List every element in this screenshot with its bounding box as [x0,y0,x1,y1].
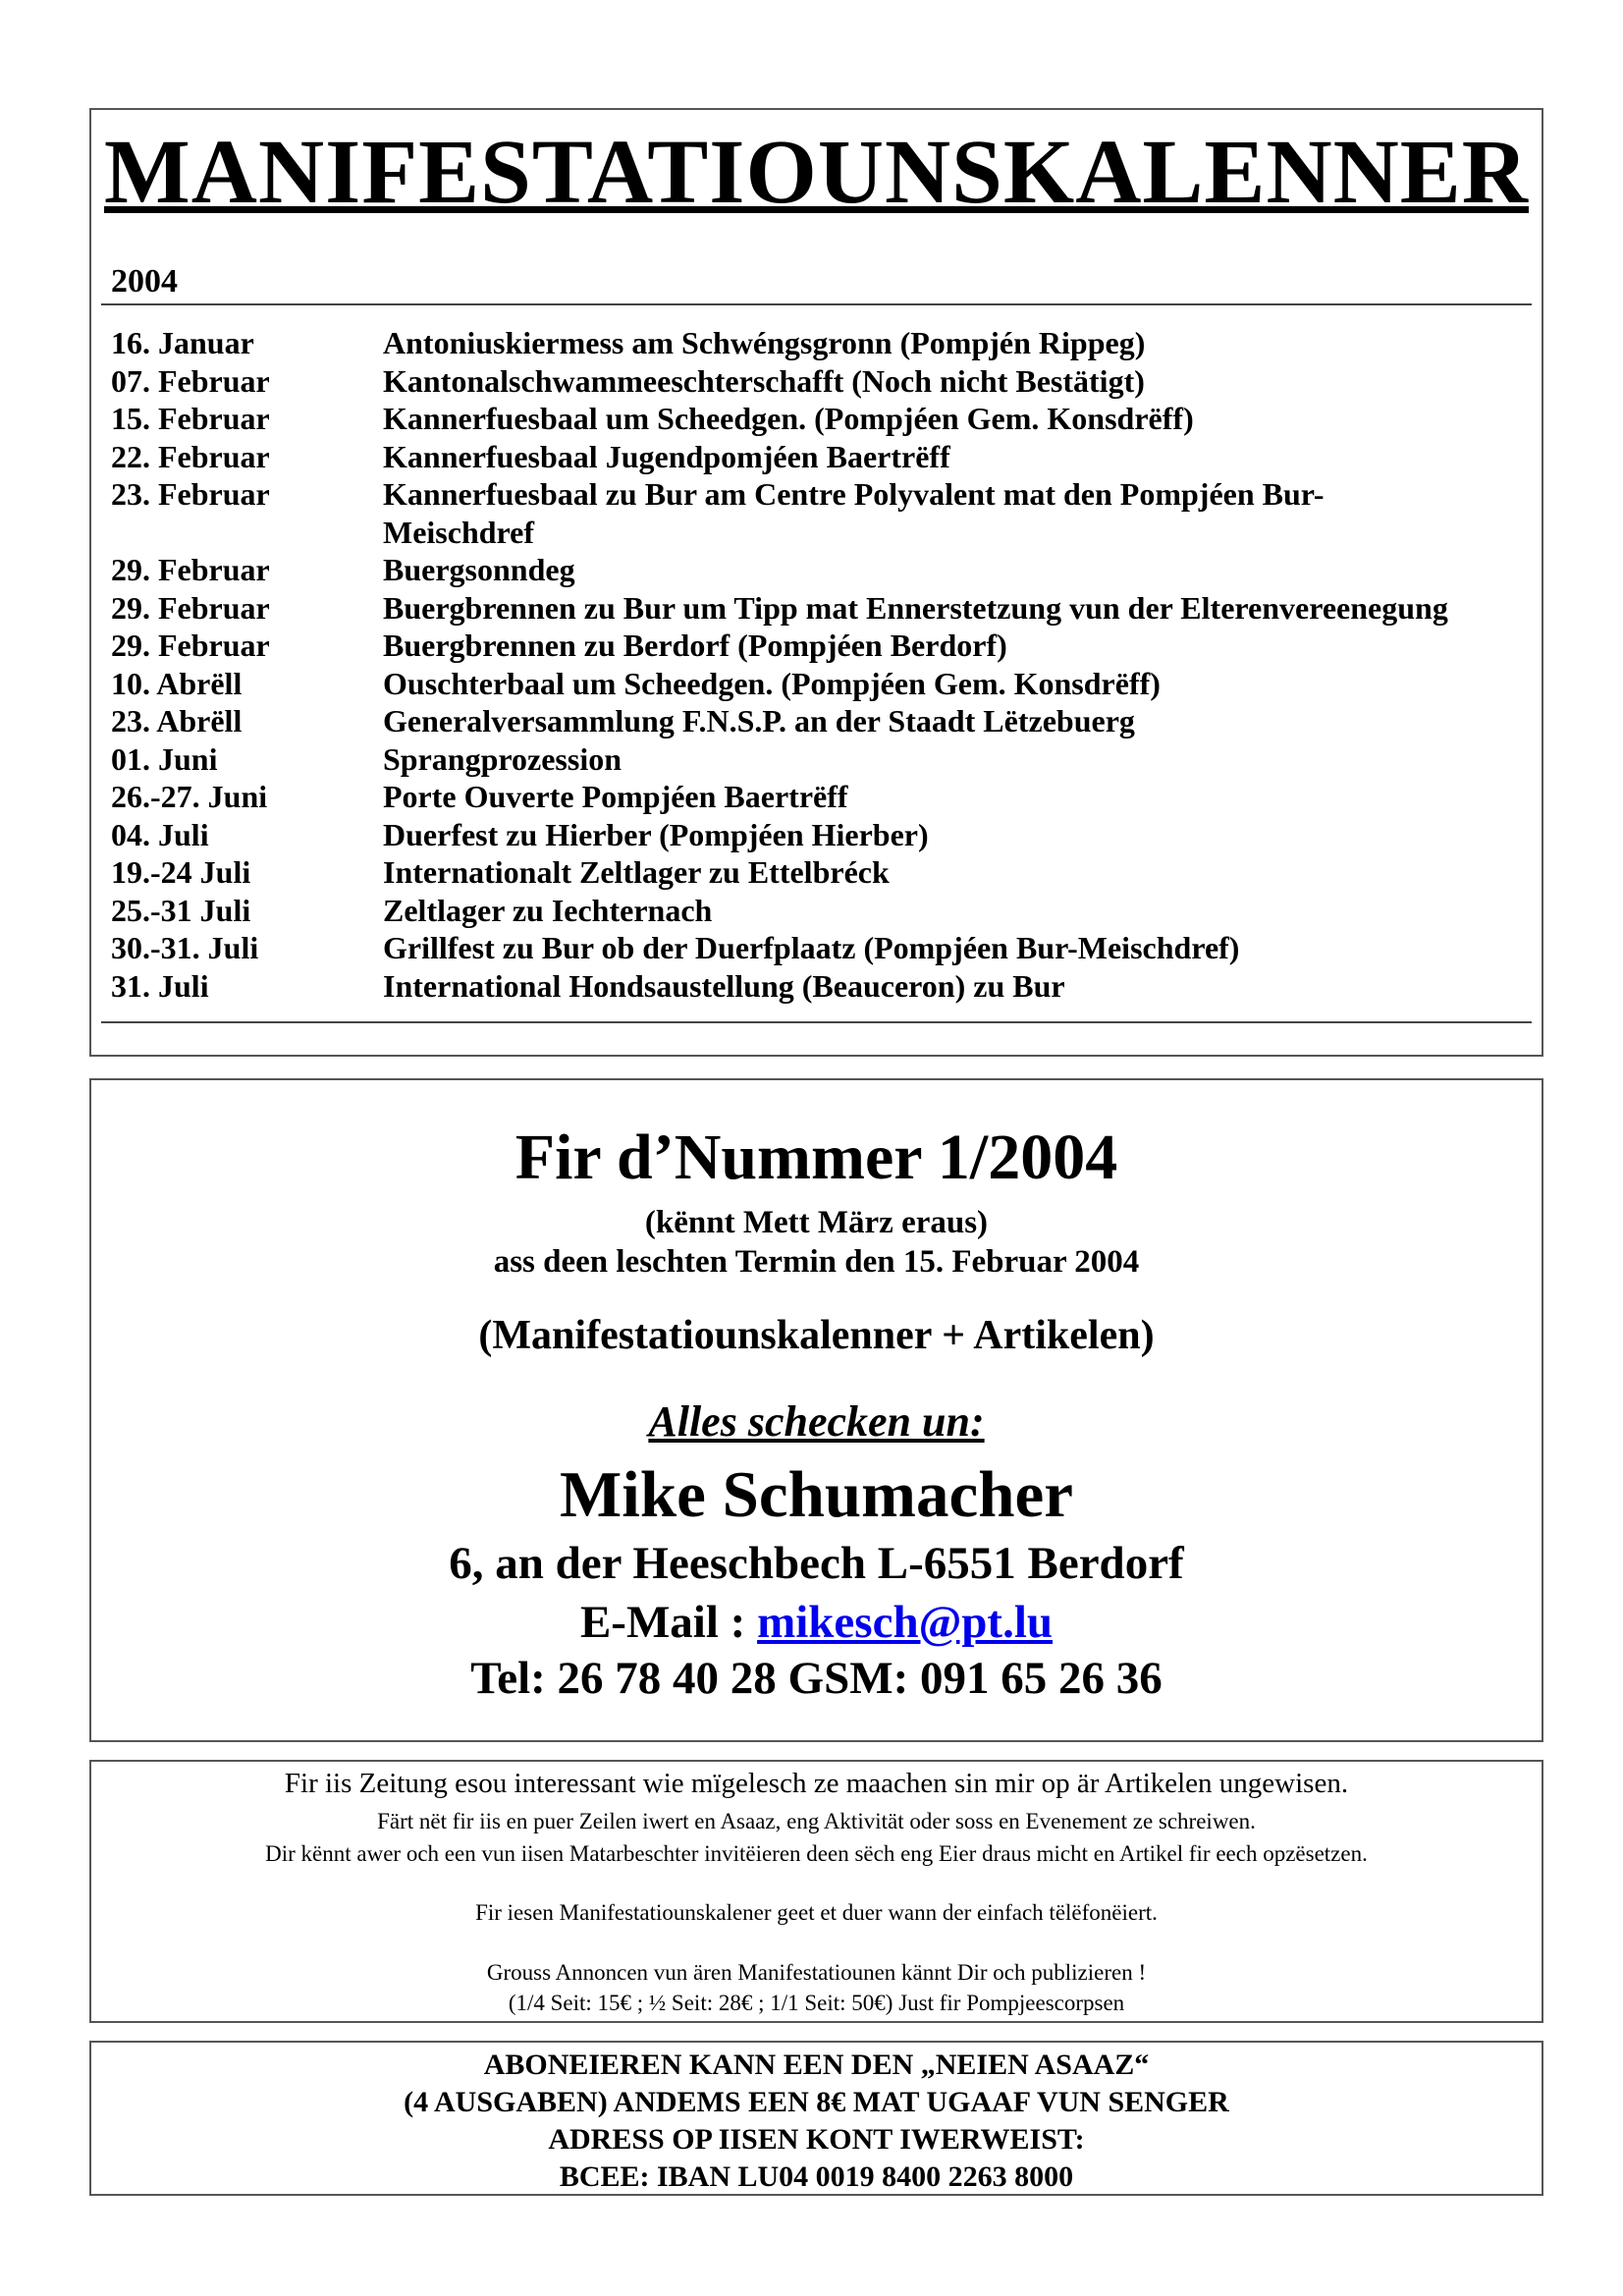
event-text: Buergbrennen zu Berdorf (Pompjéen Berdorf) [383,628,1007,663]
event-date: 23. Februar [111,476,270,512]
event-text: Kannerfuesbaal zu Bur am Centre Polyvalent mat den Pompjéen Bur- [383,476,1325,512]
event-row [111,665,1535,703]
event-list [111,324,1535,1005]
event-text: Sprangprozession [383,740,622,777]
event-text: Kannerfuesbaal um Scheedgen. (Pompjéen Gem. Konsdrëff) [383,401,1194,436]
event-text: Meischdref [383,514,535,550]
event-text: Kantonalschwammeeschterschafft (Noch nicht Bestätigt) [383,362,1145,399]
event-date: 23. Abrëll [111,703,243,738]
event-date: 29. Februar [111,628,270,663]
event-row [111,929,1535,967]
event-date: 29. Februar [111,552,270,587]
event-row [111,589,1535,628]
event-date: 31. Juli [111,967,209,1004]
subscription-box [89,2041,1543,2196]
articles-line-6: (1/4 Seit: 15€ ; ½ Seit: 28€ ; 1/1 Seit: 50€) Just fir Pompjeescorpsen [508,1991,1125,2015]
calendar-year: 2004 [111,263,178,300]
articles-line-5: Grouss Annoncen vun ären Manifestatiounen kännt Dir och publizieren ! [486,1960,1147,1985]
event-text: Antoniuskiermess am Schwéngsgronn (Pompjén Rippeg) [383,325,1146,360]
event-text: Internationalt Zeltlager zu Ettelbréck [383,854,890,890]
issue-deadline: ass deen leschten Termin den 15. Februar 2004 [493,1244,1140,1280]
event-date: 22. Februar [111,438,270,474]
event-text: Duerfest zu Hierber (Pompjéen Hierber) [383,816,929,852]
event-row [111,627,1535,665]
event-text: Grillfest zu Bur ob der Duerfplaatz (Pompjéen Bur-Meischdref) [383,930,1240,965]
event-date: 01. Juni [111,740,218,777]
event-date: 30.-31. Juli [111,930,259,965]
subscription-line-2: (4 AUSGABEN) ANDEMS EEN 8€ MAT UGAAF VUN SENGER [404,2086,1229,2118]
page-title: MANIFESTATIOUNSKALENNER [104,122,1529,223]
contact-email-line [91,1596,1542,1649]
send-to-label: Alles schecken un: [648,1397,985,1446]
event-text: International Hondsaustellung (Beauceron) zu Bur [383,967,1065,1004]
articles-info-box [89,1760,1543,2023]
event-row [111,551,1535,589]
event-text: Kannerfuesbaal Jugendpomjéen Baertrëff [383,438,950,474]
event-text: Ouschterbaal um Scheedgen. (Pompjéen Gem. Konsdrëff) [383,665,1161,701]
event-row [111,740,1535,779]
email-link[interactable]: mikesch@pt.lu [757,1597,1054,1648]
event-text: Zeltlager zu Iechternach [383,892,713,928]
event-row [111,324,1535,362]
event-row [111,967,1535,1006]
event-row [111,400,1535,438]
subscription-line-4: BCEE: IBAN LU04 0019 8400 2263 8000 [559,2160,1074,2193]
email-label: E-Mail : [579,1597,758,1648]
articles-line-1: Fir iis Zeitung esou interessant wie mïgelesch ze maachen sin mir op är Artikelen ungewisen. [284,1768,1349,1799]
event-date: 10. Abrëll [111,665,243,701]
issue-content-note: (Manifestatiounskalenner + Artikelen) [478,1313,1155,1358]
event-date: 19.-24 Juli [111,854,251,890]
subscription-line-1: ABONEIEREN KANN EEN DEN „NEIEN ASAAZ“ [483,2049,1150,2081]
event-row [111,702,1535,740]
event-text: Porte Ouverte Pompjéen Baertrëff [383,779,848,814]
issue-release-note: (kënnt Mett März eraus) [644,1205,989,1240]
event-row [111,514,1535,552]
event-text: Buergsonndeg [383,552,575,587]
articles-line-4: Fir iesen Manifestatiounskalener geet et duer wann der einfach tëlëfonëiert. [475,1900,1158,1925]
event-row [111,438,1535,476]
event-date: 04. Juli [111,816,209,852]
deadline-notice-box [89,1078,1543,1742]
event-row [111,362,1535,401]
event-row [111,778,1535,816]
subscription-line-3: ADRESS OP IISEN KONT IWERWEIST: [548,2123,1085,2156]
event-text: Generalversammlung F.N.S.P. an der Staadt Lëtzebuerg [383,703,1135,738]
issue-title: Fir d’Nummer 1/2004 [514,1121,1118,1193]
event-date: 16. Januar [111,325,254,360]
articles-line-2: Färt nët fir iis en puer Zeilen iwert en Asaaz, eng Aktivität oder soss en Evenement ze schreiwen. [377,1809,1256,1833]
event-date: 15. Februar [111,401,270,436]
event-row [111,892,1535,930]
event-date: 26.-27. Juni [111,779,268,814]
calendar-box [89,108,1543,1057]
event-date: 29. Februar [111,589,270,626]
event-row [111,816,1535,854]
divider-bottom [101,1021,1532,1023]
event-date: 25.-31 Juli [111,892,251,928]
contact-phone: Tel: 26 78 40 28 GSM: 091 65 26 36 [470,1653,1163,1704]
event-text: Buergbrennen zu Bur um Tipp mat Ennerstetzung vun der Elterenvereenegung [383,589,1448,626]
event-row [111,853,1535,892]
divider-top [101,303,1532,305]
articles-line-3: Dir kënnt awer och een vun iisen Matarbeschter invitëieren deen sëch eng Eier draus micht en Artikel fir eech opzësetzen. [265,1841,1368,1866]
contact-address: 6, an der Heeschbech L-6551 Berdorf [449,1538,1184,1589]
event-date [111,514,383,552]
event-row [111,475,1535,514]
contact-name: Mike Schumacher [560,1458,1073,1531]
event-date: 07. Februar [111,362,270,399]
